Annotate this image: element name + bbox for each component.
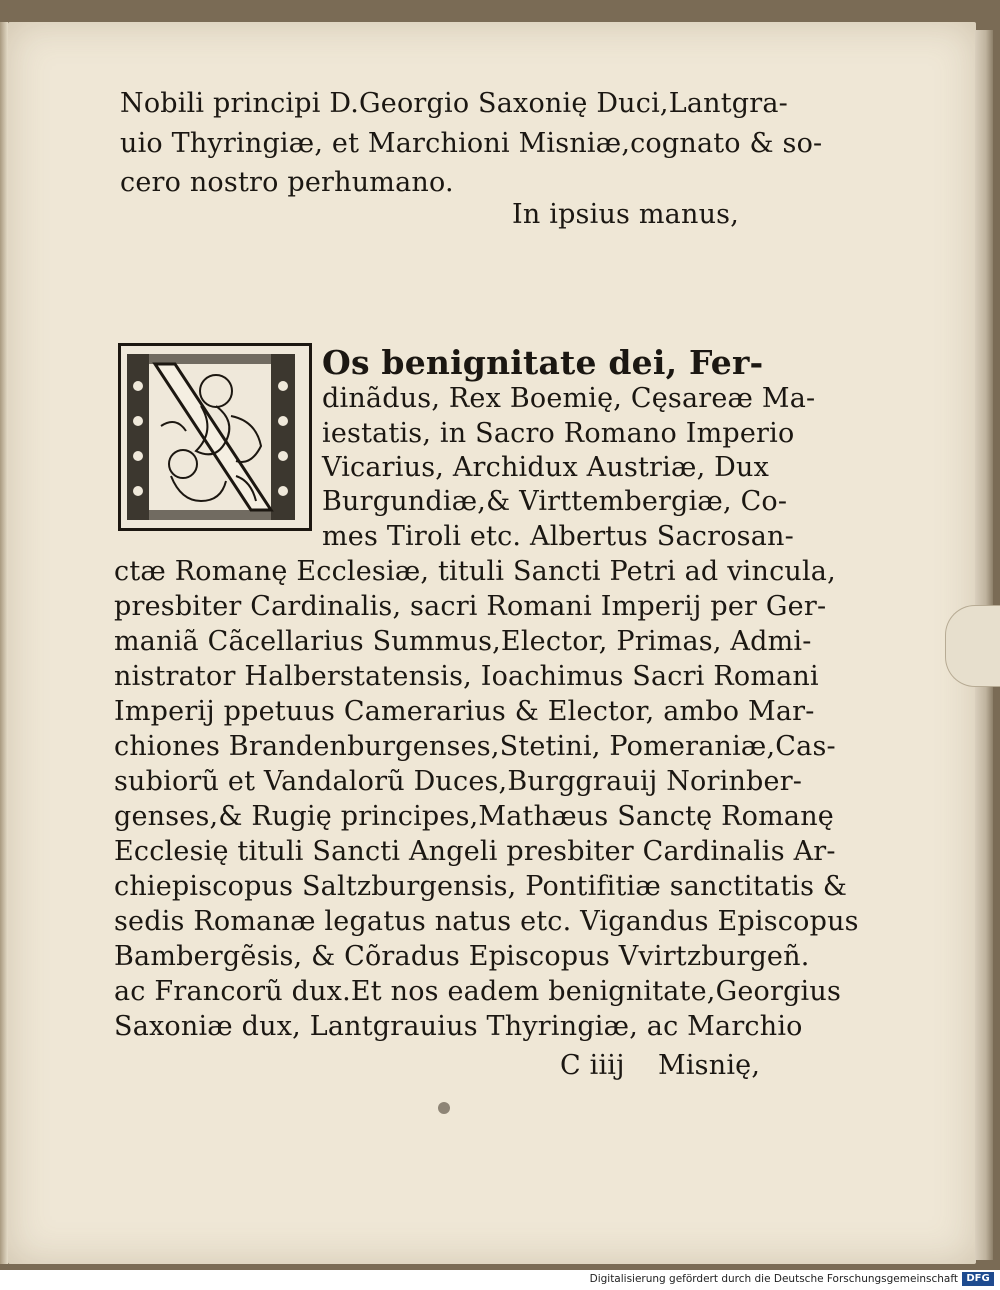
decree-line: genses,& Rugię principes,Mathæus Sanctę Romanę [114, 801, 834, 832]
decree-line: presbiter Cardinalis, sacri Romani Imperij per Ger- [114, 591, 827, 622]
dfg-logo: DFG [962, 1272, 994, 1286]
decree-line: Bambergẽsis, & Cõradus Episcopus Vvirtzburgeñ. [114, 941, 810, 972]
decree-line: ctæ Romanę Ecclesiæ, tituli Sancti Petri ad vincula, [114, 556, 836, 587]
dedication-line-2: uio Thyringiæ, et Marchioni Misniæ,cognato & so- [120, 128, 823, 159]
decree-line: mes Tiroli etc. Albertus Sacrosan- [322, 521, 794, 552]
decorated-initial-n [118, 343, 312, 531]
woodcut-initial-illustration [121, 346, 309, 528]
decree-line: Imperij ppetuus Camerarius & Elector, ambo Mar- [114, 696, 815, 727]
dedication-line-1: Nobili principi D.Georgio Saxonię Duci,Lantgra- [120, 88, 788, 119]
decree-line: dinãdus, Rex Boemię, Cęsareæ Ma- [322, 383, 816, 414]
decree-opening-line: Os benignitate dei, Fer- [322, 343, 764, 382]
page-tab-notch [945, 605, 1000, 687]
decree-line: Burgundiæ,& Virttembergiæ, Co- [322, 486, 788, 517]
page-gutter [0, 22, 8, 1264]
signature-mark: C iiij [560, 1050, 625, 1081]
decree-line: Vicarius, Archidux Austriæ, Dux [322, 452, 770, 483]
decree-line: Saxoniæ dux, Lantgrauius Thyringiæ, ac Marchio [114, 1011, 803, 1042]
dedication-address: In ipsius manus, [512, 199, 739, 230]
decree-line: sedis Romanæ legatus natus etc. Vigandus Episcopus [114, 906, 859, 937]
page-hole [438, 1102, 450, 1114]
dedication-line-3: cero nostro perhumano. [120, 167, 454, 198]
decree-line: iestatis, in Sacro Romano Imperio [322, 418, 795, 449]
decree-line: Ecclesię tituli Sancti Angeli presbiter Cardinalis Ar- [114, 836, 836, 867]
decree-line: ac Francorũ dux.Et nos eadem benignitate,Georgius [114, 976, 842, 1007]
footer-credit: Digitalisierung gefördert durch die Deutsche Forschungsgemeinschaft [589, 1273, 958, 1285]
decree-line: nistrator Halberstatensis, Ioachimus Sacri Romani [114, 661, 819, 692]
decree-line: subiorũ et Vandalorũ Duces,Burggrauij Norinber- [114, 766, 803, 797]
decree-line: chiepiscopus Saltzburgensis, Pontifitiæ sanctitatis & [114, 871, 848, 902]
decree-line: maniã Cãcellarius Summus,Elector, Primas, Admi- [114, 626, 812, 657]
catchword: Misnię, [658, 1050, 761, 1081]
decree-line: chiones Brandenburgenses,Stetini, Pomeraniæ,Cas- [114, 731, 836, 762]
